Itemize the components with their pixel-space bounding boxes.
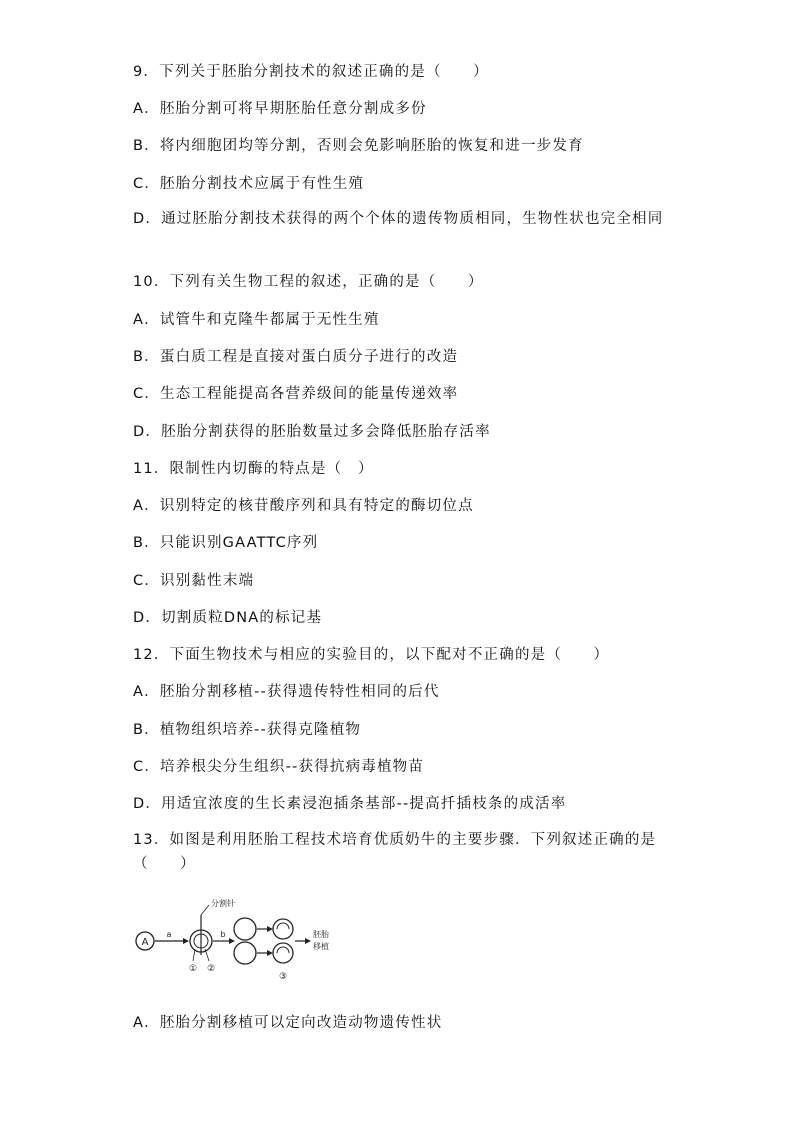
question-11-option-b: B．只能识别GAATTC序列 [133,535,319,551]
question-10-option-c: C．生态工程能提高各营养级间的能量传递效率 [133,386,459,402]
arrow-top-head [267,926,273,932]
label-split-needle: 分割针 [211,899,235,908]
label-a-upper: A [141,937,149,948]
question-12-option-d: D．用适宜浓度的生长素浸泡插条基部--提高扦插枝条的成活率 [133,796,567,812]
arrow-a-head [183,938,189,944]
question-12-stem: 12．下面生物技术与相应的实验目的，以下配对不正确的是（ ） [133,647,610,663]
embryo-top-outer [273,919,293,939]
label-2: ② [206,964,216,974]
embryo-bottom-inner [277,947,289,953]
question-9-option-a: A．胚胎分割可将早期胚胎任意分割成多份 [133,101,427,117]
question-10-option-b: B．蛋白质工程是直接对蛋白质分子进行的改造 [133,349,459,365]
question-9-option-c: C．胚胎分割技术应属于有性生殖 [133,176,365,192]
arrow-transfer-head [305,938,311,944]
pointer-1 [193,949,195,961]
split-half-bottom [234,942,256,964]
question-12-option-b: B．植物组织培养--获得克隆植物 [133,722,362,738]
question-13-stem: 13．如图是利用胚胎工程技术培育优质奶牛的主要步骤．下列叙述正确的是（ ） [133,832,657,872]
question-13-option-a: A．胚胎分割移植可以定向改造动物遗传性状 [133,1015,443,1031]
question-9-option-d: D．通过胚胎分割技术获得的两个个体的遗传物质相同，生物性状也完全相同 [133,211,664,227]
question-10-stem: 10．下列有关生物工程的叙述，正确的是（ ） [133,274,484,290]
needle-pointer [201,905,209,915]
label-3: ③ [278,972,288,982]
label-transfer-2: 移植 [313,942,329,951]
question-11-stem: 11．限制性内切酶的特点是（ ） [133,461,374,477]
question-10-option-a: A．试管牛和克隆牛都属于无性生殖 [133,312,380,328]
question-9-stem: 9．下列关于胚胎分割技术的叙述正确的是（ ） [133,64,489,80]
label-b: b [220,930,226,939]
question-9-option-b: B．将内细胞团均等分割，否则会免影响胚胎的恢复和进一步发育 [133,138,584,154]
embryo-top-inner [277,923,289,929]
question-12-option-a: A．胚胎分割移植--获得遗传特性相同的后代 [133,684,440,700]
arrow-bottom-head [267,950,273,956]
split-half-top [234,918,256,940]
label-1: ① [188,964,198,974]
question-12-option-c: C．培养根尖分生组织--获得抗病毒植物苗 [133,759,425,775]
embryo-bottom-outer [273,943,293,963]
question-10-option-d: D．胚胎分割获得的胚胎数量过多会降低胚胎存活率 [133,424,491,440]
question-11-option-c: C．识别黏性末端 [133,573,255,589]
arrow-b-head [229,938,235,944]
embryo-splitting-figure [133,895,333,990]
question-11-option-d: D．切割质粒DNA的标记基 [133,610,323,626]
label-a-lower: a [166,930,172,939]
question-11-option-a: A．识别特定的核苷酸序列和具有特定的酶切位点 [133,498,474,514]
label-transfer-1: 胚胎 [313,930,329,939]
